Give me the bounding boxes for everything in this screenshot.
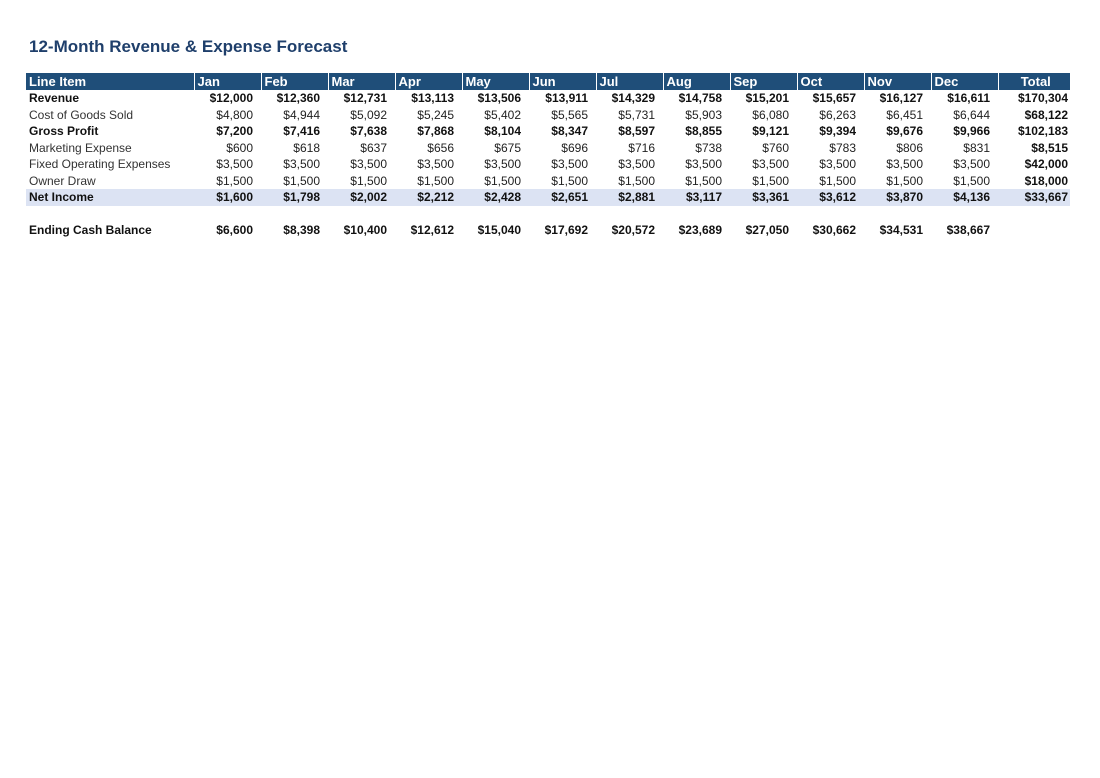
table-cell[interactable]: $17,692 — [544, 223, 588, 237]
table-cell[interactable]: $15,201 — [745, 91, 789, 105]
header-month[interactable]: Sep — [730, 73, 797, 90]
table-cell[interactable]: $806 — [896, 140, 923, 155]
row-label[interactable] — [26, 206, 194, 223]
row-total[interactable]: $102,183 — [1017, 124, 1068, 138]
table-cell[interactable]: $738 — [695, 140, 722, 155]
table-cell[interactable]: $6,644 — [953, 107, 990, 122]
table-cell[interactable]: $12,360 — [276, 91, 320, 105]
table-cell[interactable]: $8,597 — [618, 124, 655, 138]
table-cell[interactable]: $13,113 — [411, 91, 454, 105]
table-cell[interactable]: $4,136 — [931, 189, 998, 206]
table-row — [26, 173, 1070, 190]
table-cell[interactable]: $2,881 — [596, 189, 663, 206]
table-cell[interactable] — [797, 206, 864, 223]
table-cell[interactable]: $3,500 — [618, 157, 655, 171]
row-total[interactable]: $170,304 — [1017, 91, 1068, 105]
table-cell[interactable]: $5,565 — [551, 107, 588, 122]
table-cell[interactable]: $2,651 — [529, 189, 596, 206]
table-cell[interactable]: $8,104 — [484, 124, 521, 138]
header-line-item[interactable]: Line Item — [26, 73, 194, 90]
row-label[interactable]: Ending Cash Balance — [29, 223, 152, 237]
table-cell[interactable]: $3,500 — [819, 157, 856, 171]
table-cell[interactable] — [529, 206, 596, 223]
table-cell[interactable]: $38,667 — [946, 223, 990, 237]
table-cell[interactable] — [864, 206, 931, 223]
table-cell[interactable]: $8,855 — [685, 124, 722, 138]
header-month[interactable]: Oct — [797, 73, 864, 90]
table-cell[interactable]: $6,600 — [216, 223, 253, 237]
header-month[interactable]: May — [462, 73, 529, 90]
table-cell[interactable]: $600 — [226, 140, 253, 155]
table-cell[interactable]: $9,394 — [819, 124, 856, 138]
table-cell[interactable]: $7,416 — [283, 124, 320, 138]
table-cell[interactable]: $7,638 — [350, 124, 387, 138]
table-cell[interactable]: $3,612 — [797, 189, 864, 206]
header-month[interactable]: Nov — [864, 73, 931, 90]
header-row — [26, 73, 1070, 90]
table-cell[interactable]: $5,402 — [484, 107, 521, 122]
table-cell[interactable]: $1,500 — [551, 173, 588, 188]
table-cell[interactable]: $8,398 — [283, 223, 320, 237]
header-month[interactable]: Feb — [261, 73, 328, 90]
table-cell[interactable]: $1,500 — [216, 173, 253, 188]
table-cell[interactable]: $3,500 — [350, 157, 387, 171]
table-cell[interactable] — [596, 206, 663, 223]
forecast-table — [26, 73, 1070, 239]
table-body — [26, 90, 1070, 239]
row-label[interactable]: Gross Profit — [29, 124, 99, 138]
table-cell[interactable]: $9,966 — [953, 124, 990, 138]
header-month[interactable]: Jul — [596, 73, 663, 90]
table-cell[interactable] — [462, 206, 529, 223]
table-cell[interactable] — [663, 206, 730, 223]
table-cell[interactable]: $716 — [628, 140, 655, 155]
header-month[interactable]: Jan — [194, 73, 261, 90]
table-cell[interactable]: $1,500 — [685, 173, 722, 188]
row-label[interactable]: Net Income — [26, 189, 194, 206]
table-cell[interactable]: $831 — [963, 140, 990, 155]
table-cell[interactable]: $1,500 — [484, 173, 521, 188]
table-cell[interactable] — [328, 206, 395, 223]
row-label[interactable]: Marketing Expense — [29, 140, 132, 155]
table-cell[interactable]: $14,329 — [611, 91, 655, 105]
table-cell[interactable]: $12,612 — [410, 223, 454, 237]
table-cell[interactable]: $1,500 — [953, 173, 990, 188]
table-cell[interactable]: $618 — [293, 140, 320, 155]
table-cell[interactable]: $7,868 — [417, 124, 454, 138]
table-row — [26, 140, 1070, 157]
table-cell[interactable]: $12,731 — [343, 91, 387, 105]
table-cell[interactable]: $783 — [829, 140, 856, 155]
table-cell[interactable] — [261, 206, 328, 223]
table-cell[interactable]: $2,212 — [395, 189, 462, 206]
table-cell[interactable]: $3,500 — [685, 157, 722, 171]
table-cell[interactable]: $1,500 — [350, 173, 387, 188]
header-month[interactable]: Apr — [395, 73, 462, 90]
row-label[interactable]: Fixed Operating Expenses — [29, 157, 171, 171]
table-cell[interactable]: $3,500 — [417, 157, 454, 171]
table-cell[interactable]: $5,731 — [618, 107, 655, 122]
row-total[interactable]: $42,000 — [1024, 157, 1068, 171]
table-cell[interactable]: $3,500 — [216, 157, 253, 171]
table-cell[interactable]: $7,200 — [216, 124, 253, 138]
table-cell[interactable]: $3,500 — [752, 157, 789, 171]
table-row — [26, 90, 1070, 107]
header-month[interactable]: Dec — [931, 73, 998, 90]
row-label[interactable]: Cost of Goods Sold — [29, 107, 134, 122]
table-header — [26, 73, 1070, 90]
table-cell[interactable]: $15,657 — [812, 91, 856, 105]
table-row — [26, 107, 1070, 124]
table-cell[interactable]: $1,500 — [417, 173, 454, 188]
table-cell[interactable]: $3,870 — [864, 189, 931, 206]
table-cell[interactable]: $2,428 — [462, 189, 529, 206]
table-row — [26, 123, 1070, 140]
table-cell[interactable]: $13,506 — [477, 91, 521, 105]
table-cell[interactable]: $5,903 — [685, 107, 722, 122]
table-cell[interactable]: $20,572 — [611, 223, 655, 237]
table-cell[interactable]: $34,531 — [879, 223, 923, 237]
table-cell[interactable]: $8,347 — [551, 124, 588, 138]
row-total[interactable] — [998, 222, 1070, 239]
table-cell[interactable]: $6,080 — [752, 107, 789, 122]
table-cell[interactable]: $1,798 — [261, 189, 328, 206]
table-cell[interactable]: $2,002 — [328, 189, 395, 206]
table-cell[interactable] — [931, 206, 998, 223]
table-cell[interactable] — [395, 206, 462, 223]
header-month[interactable]: Mar — [328, 73, 395, 90]
table-cell[interactable]: $675 — [494, 140, 521, 155]
table-cell[interactable]: $1,500 — [886, 173, 923, 188]
table-cell[interactable]: $5,245 — [417, 107, 454, 122]
table-cell[interactable]: $12,000 — [209, 91, 253, 105]
table-cell[interactable]: $13,911 — [545, 91, 588, 105]
table-cell[interactable]: $3,117 — [663, 189, 730, 206]
table-cell[interactable]: $3,500 — [953, 157, 990, 171]
table-cell[interactable]: $637 — [360, 140, 387, 155]
spacer-row — [26, 206, 1070, 223]
row-total[interactable]: $18,000 — [1024, 173, 1068, 188]
row-label[interactable]: Revenue — [29, 91, 80, 105]
page-title: 12-Month Revenue & Expense Forecast — [29, 37, 348, 56]
table-cell[interactable]: $15,040 — [477, 223, 521, 237]
table-row — [26, 222, 1070, 239]
table-cell[interactable]: $14,758 — [678, 91, 722, 105]
table-cell[interactable] — [730, 206, 797, 223]
header-total[interactable]: Total — [998, 73, 1070, 90]
table-cell[interactable]: $30,662 — [812, 223, 856, 237]
row-total[interactable]: $33,667 — [998, 189, 1070, 206]
row-total[interactable] — [998, 206, 1070, 223]
row-label[interactable]: Owner Draw — [29, 173, 96, 188]
table-cell[interactable]: $10,400 — [343, 223, 387, 237]
table-cell[interactable]: $16,611 — [947, 91, 990, 105]
table-cell[interactable]: $6,263 — [819, 107, 856, 122]
table-cell[interactable]: $6,451 — [886, 107, 923, 122]
table-cell[interactable]: $3,500 — [886, 157, 923, 171]
table-cell[interactable]: $696 — [561, 140, 588, 155]
table-cell[interactable]: $9,676 — [886, 124, 923, 138]
table-cell[interactable]: $9,121 — [752, 124, 789, 138]
table-cell[interactable]: $656 — [427, 140, 454, 155]
table-cell[interactable]: $16,127 — [879, 91, 923, 105]
table-cell[interactable]: $1,500 — [618, 173, 655, 188]
table-row — [26, 156, 1070, 173]
row-total[interactable]: $68,122 — [1024, 107, 1068, 122]
table-cell[interactable]: $27,050 — [745, 223, 789, 237]
table-cell[interactable]: $1,500 — [819, 173, 856, 188]
table-cell[interactable]: $23,689 — [678, 223, 722, 237]
table-cell[interactable]: $5,092 — [350, 107, 387, 122]
row-total[interactable]: $8,515 — [1031, 140, 1068, 155]
table-cell[interactable]: $3,361 — [730, 189, 797, 206]
table-cell[interactable]: $760 — [762, 140, 789, 155]
table-row — [26, 189, 1070, 206]
table-cell[interactable]: $1,600 — [194, 189, 261, 206]
table-cell[interactable]: $1,500 — [283, 173, 320, 188]
table-cell[interactable]: $3,500 — [551, 157, 588, 171]
header-month[interactable]: Aug — [663, 73, 730, 90]
table-cell[interactable]: $3,500 — [484, 157, 521, 171]
table-cell[interactable]: $4,800 — [216, 107, 253, 122]
table-cell[interactable]: $3,500 — [283, 157, 320, 171]
header-month[interactable]: Jun — [529, 73, 596, 90]
table-cell[interactable] — [194, 206, 261, 223]
table-cell[interactable]: $4,944 — [283, 107, 320, 122]
table-cell[interactable]: $1,500 — [752, 173, 789, 188]
